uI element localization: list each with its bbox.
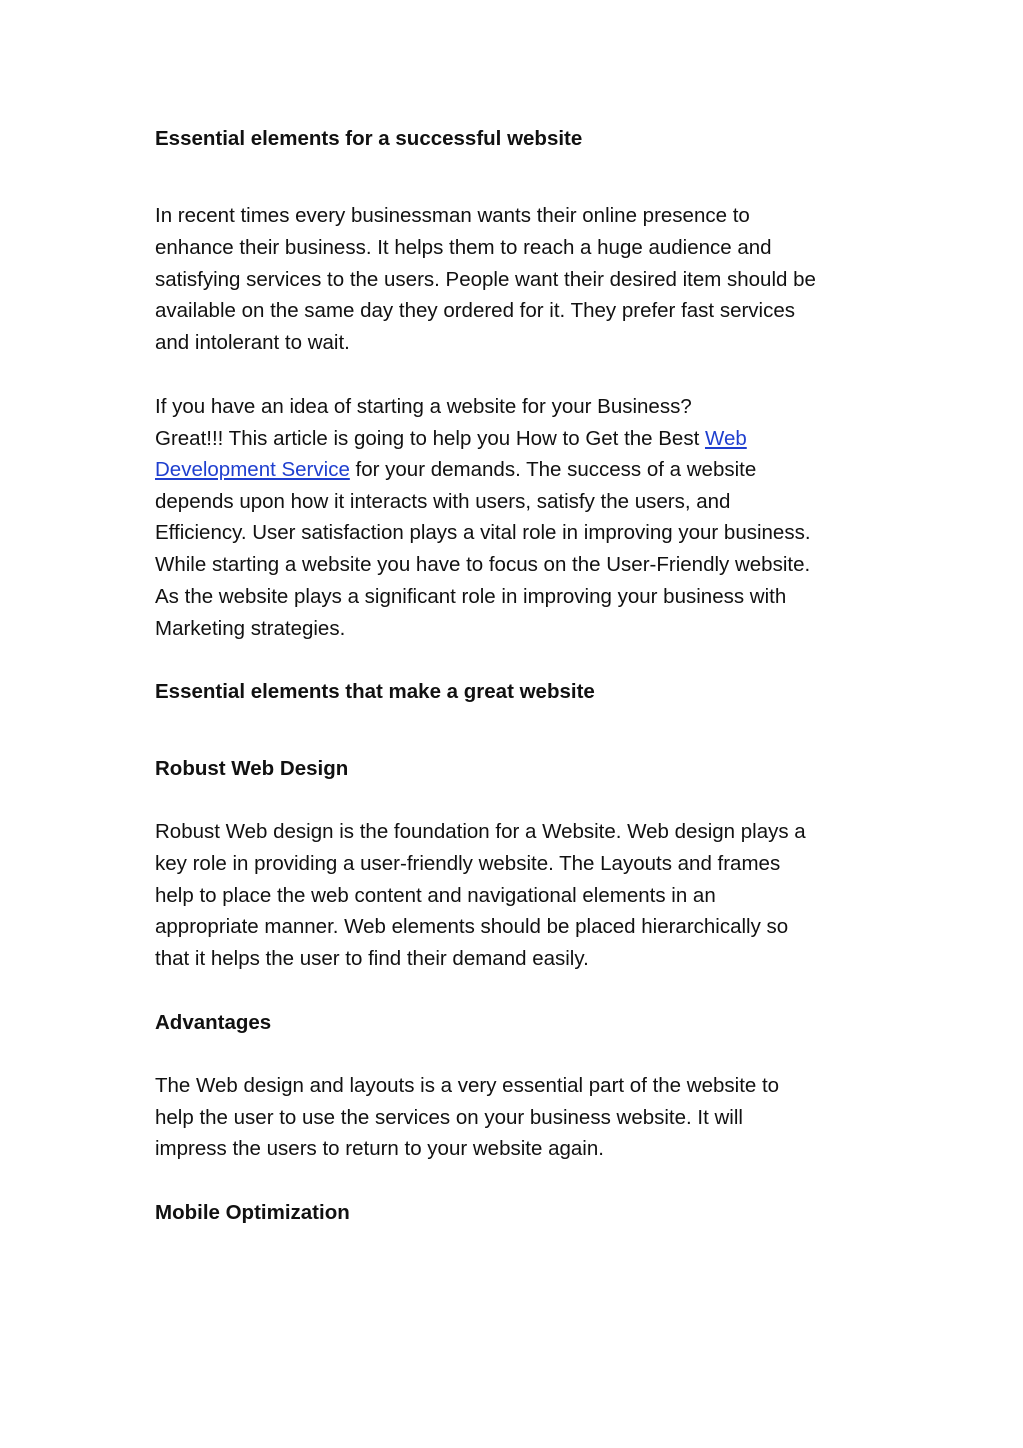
section-heading: Robust Web Design (155, 757, 349, 780)
document-page (155, 0, 875, 1448)
paragraph-text: Great!!! This article is going to help you How to Get the Best (155, 427, 705, 450)
paragraph-line (155, 458, 756, 482)
paragraph-line: help to place the web content and navigational elements in an (155, 884, 716, 907)
paragraph-line: The Web design and layouts is a very essential part of the website to (155, 1074, 780, 1097)
paragraph-line: impress the users to return to your website again. (155, 1137, 604, 1160)
intro-line: In recent times every businessman wants their online presence to (155, 204, 750, 227)
web-development-service-link[interactable]: Web (704, 427, 747, 450)
paragraph-text: for your demands. The success of a website (349, 458, 757, 481)
document-title: Essential elements for a successful website (155, 127, 583, 150)
paragraph-line: that it helps the user to find their demand easily. (155, 947, 589, 970)
paragraph-line: Efficiency. User satisfaction plays a vital role in improving your business. (155, 521, 811, 544)
paragraph-line (155, 427, 747, 451)
paragraph-line: If you have an idea of starting a website for your Business? (155, 395, 692, 418)
paragraph-line: While starting a website you have to focus on the User-Friendly website. (155, 553, 811, 576)
intro-line: satisfying services to the users. People want their desired item should be (155, 268, 816, 291)
paragraph-line: key role in providing a user-friendly website. The Layouts and frames (155, 852, 781, 875)
section-heading: Advantages (155, 1011, 272, 1034)
paragraph-line: Robust Web design is the foundation for a Website. Web design plays a (155, 820, 806, 843)
paragraph-line: As the website plays a significant role in improving your business with (155, 585, 787, 608)
intro-line: enhance their business. It helps them to reach a huge audience and (155, 236, 772, 259)
paragraph-line: help the user to use the services on your business website. It will (155, 1106, 743, 1129)
section-heading: Essential elements that make a great website (155, 680, 595, 703)
intro-line: available on the same day they ordered for it. They prefer fast services (155, 299, 796, 322)
web-development-service-link[interactable]: Development Service (155, 458, 350, 481)
paragraph-line: depends upon how it interacts with users, satisfy the users, and (155, 490, 731, 513)
paragraph-line: Marketing strategies. (155, 617, 346, 640)
section-heading: Mobile Optimization (155, 1201, 350, 1224)
paragraph-line: appropriate manner. Web elements should be placed hierarchically so (155, 915, 789, 938)
intro-line: and intolerant to wait. (155, 331, 350, 354)
